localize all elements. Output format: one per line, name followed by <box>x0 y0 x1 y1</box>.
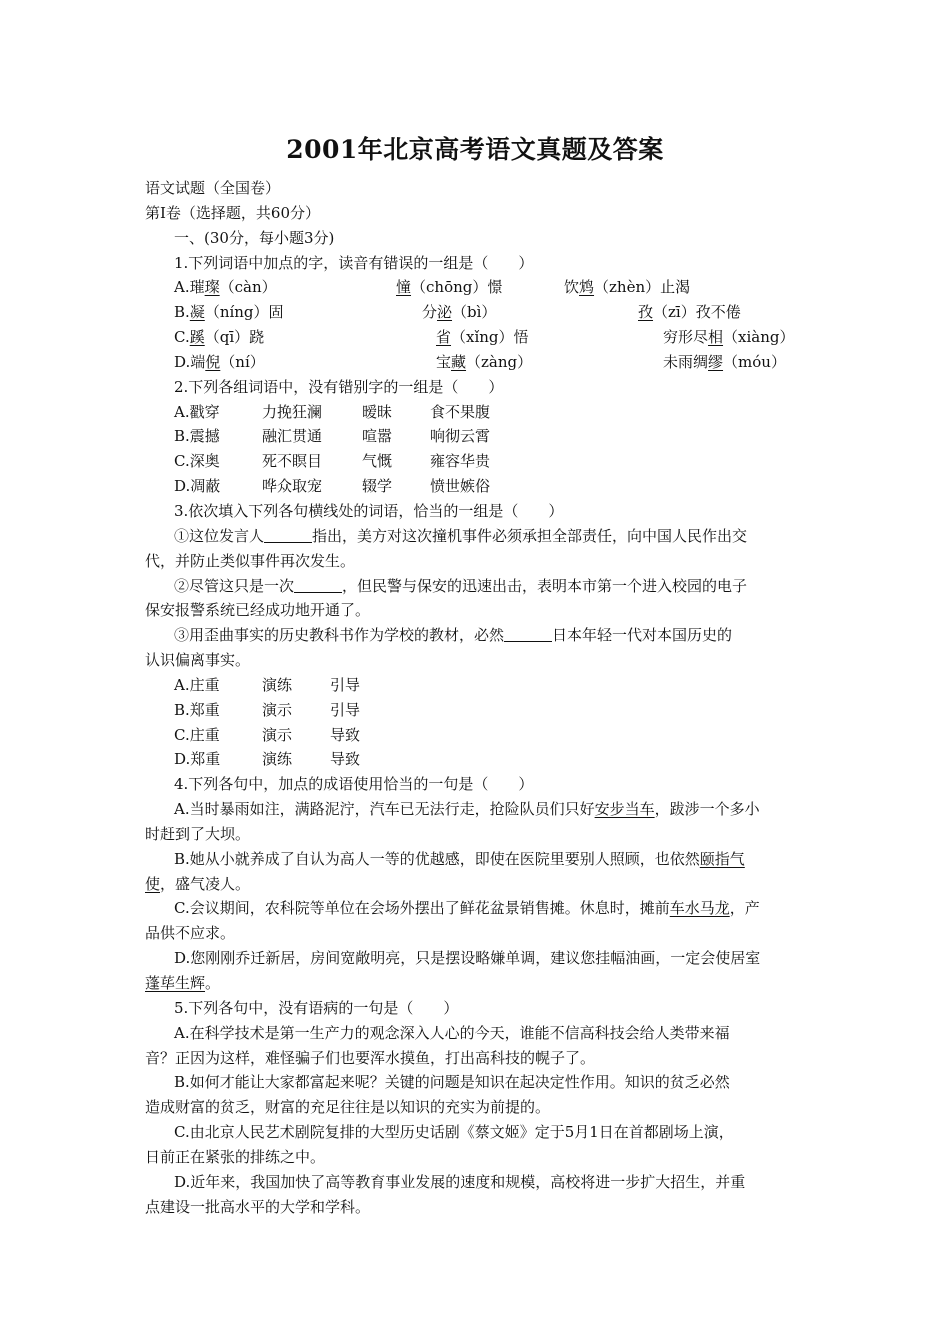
q5-option-d: D.近年来，我国加快了高等教育事业发展的速度和规模，高校将进一步扩大招生，并重 <box>174 1172 746 1191</box>
q1-option-d <box>145 350 810 375</box>
q1a-item3: 饮鸩（zhèn）止渴 <box>564 278 691 297</box>
q1-stem: 1.下列词语中加点的字，读音有错误的一组是（ ） <box>174 253 534 272</box>
q3-option-b: B.郑重 演示 引导 <box>174 700 361 719</box>
exam-body <box>145 176 810 1219</box>
q5-option-b: B.如何才能让大家都富起来呢？关键的问题是知识在起决定性作用。知识的贫乏必然 <box>174 1073 730 1092</box>
q3-option-d: D.郑重 演练 导致 <box>174 750 361 769</box>
q4-option-d: D.您刚刚乔迁新居，房间宽敞明亮，只是摆设略嫌单调，建议您挂幅油画，一定会使居室 <box>174 949 761 968</box>
q4-option-c: C.会议期间，农科院等单位在会场外摆出了鲜花盆景销售摊。休息时，摊前车水马龙，产 <box>174 899 760 918</box>
q3-stem: 3.依次填入下列各句横线处的词语，恰当的一组是（ ） <box>174 501 564 520</box>
q1a-item2: 憧（chōng）憬 <box>396 278 503 297</box>
q5-option-a-cont: 音？正因为这样，难怪骗子们也要浑水摸鱼，打出高科技的幌子了。 <box>145 1048 596 1067</box>
q1c-item1: C.蹊（qī）跷 <box>174 328 265 347</box>
q3-sentence-2-cont: 保安报警系统已经成功地开通了。 <box>145 601 371 620</box>
q4-option-b-cont: 使，盛气凌人。 <box>145 874 251 893</box>
fill-blank <box>504 625 552 642</box>
q1a-item1: A.璀璨（càn） <box>174 278 277 297</box>
fill-blank <box>264 526 312 543</box>
q5-option-c-cont: 日前正在紧张的排练之中。 <box>145 1147 326 1166</box>
q3-sentence-1-cont: 代，并防止类似事件再次发生。 <box>145 551 356 570</box>
q5-option-b-cont: 造成财富的贫乏，财富的充足往往是以知识的充实为前提的。 <box>145 1098 551 1117</box>
q1d-item3: 未雨绸缪（móu） <box>663 352 786 371</box>
q2-option-d: D.凋蔽 哗众取宠 辍学 愤世嫉俗 <box>174 477 491 496</box>
q2-option-c: C.深奥 死不瞑目 气慨 雍容华贵 <box>174 452 491 471</box>
q3-sentence-3: ③用歪曲事实的历史教科书作为学校的教材，必然 日本年轻一代对本国历史的 <box>174 626 733 645</box>
q1-option-a <box>145 275 810 300</box>
q2-stem: 2.下列各组词语中，没有错别字的一组是（ ） <box>174 377 504 396</box>
q4-option-b: B.她从小就养成了自认为高人一等的优越感，即使在医院里要别人照顾，也依然颐指气 <box>174 849 745 868</box>
q5-option-d-cont: 点建设一批高水平的大学和学科。 <box>145 1197 371 1216</box>
q5-option-c: C.由北京人民艺术剧院复排的大型历史话剧《蔡文姬》定于5月1日在首都剧场上演， <box>174 1123 734 1142</box>
q1c-item3: 穷形尽相（xiàng） <box>663 328 795 347</box>
q1b-item3: 孜（zī）孜不倦 <box>638 303 741 322</box>
q4-option-c-cont: 品供不应求。 <box>145 924 236 943</box>
q5-stem: 5.下列各句中，没有语病的一句是（ ） <box>174 998 459 1017</box>
q2-option-a: A.戳穿 力挽狂澜 暧昧 食不果腹 <box>174 402 491 421</box>
q3-sentence-3-cont: 认识偏离事实。 <box>145 651 251 670</box>
q4-stem: 4.下列各句中，加点的成语使用恰当的一句是（ ） <box>174 775 534 794</box>
q3-sentence-2: ②尽管这只是一次 ，但民警与保安的迅速出击，表明本市第一个进入校园的电子 <box>174 576 748 595</box>
q5-option-a: A.在科学技术是第一生产力的观念深入人心的今天，谁能不信高科技会给人类带来福 <box>174 1023 730 1042</box>
q1d-item1: D.端倪（ní） <box>174 352 265 371</box>
q1d-item2: 宝藏（zàng） <box>436 352 533 371</box>
q1c-item2: 省（xǐng）悟 <box>436 328 529 347</box>
q3-sentence-1: ①这位发言人 指出，美方对这次撞机事件必须承担全部责任，向中国人民作出交 <box>174 526 748 545</box>
section-heading: 一、(30分，每小题3分) <box>174 228 335 247</box>
q3-option-c: C.庄重 演示 导致 <box>174 725 361 744</box>
q1-option-c <box>145 325 810 350</box>
q1-option-b <box>145 300 810 325</box>
q4-option-a-cont: 时赶到了大坝。 <box>145 824 251 843</box>
q1b-item2: 分泌（bì） <box>422 303 497 322</box>
page-title: 2001年北京高考语文真题及答案 <box>286 135 664 164</box>
q2-option-b: B.震撼 融汇贯通 喧嚣 响彻云霄 <box>174 427 491 446</box>
q1b-item1: B.凝（níng）固 <box>174 303 284 322</box>
fill-blank <box>294 576 342 593</box>
q4-option-d-cont: 蓬荜生辉。 <box>145 974 221 992</box>
volume-heading: 第Ⅰ卷（选择题，共60分） <box>145 203 321 222</box>
q3-option-a: A.庄重 演练 引导 <box>174 675 361 694</box>
exam-subtitle: 语文试题（全国卷） <box>145 179 281 197</box>
q4-option-a: A.当时暴雨如注，满路泥泞，汽车已无法行走，抢险队员们只好安步当车，跋涉一个多小 <box>174 800 760 819</box>
